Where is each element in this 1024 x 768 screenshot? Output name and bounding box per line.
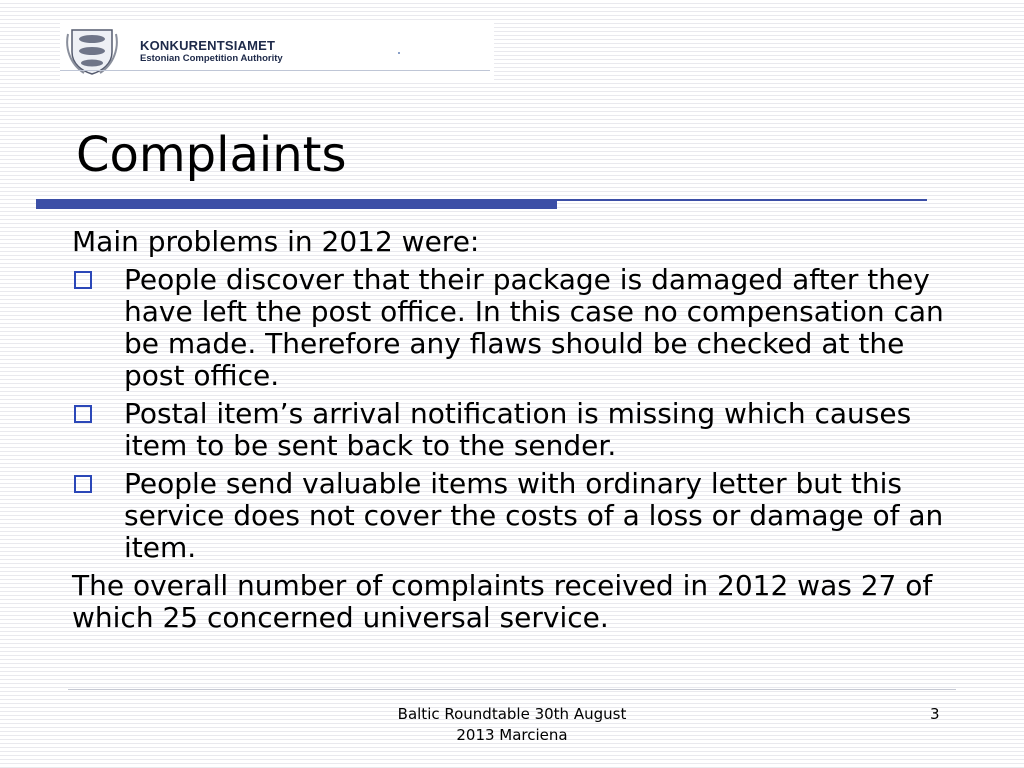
logo-subtitle: Estonian Competition Authority <box>140 53 283 64</box>
hollow-square-bullet-icon <box>74 475 92 493</box>
list-item <box>72 398 952 462</box>
logo <box>60 20 494 80</box>
footer-line-2: 2013 Marciena <box>456 726 568 744</box>
footer-line-1: Baltic Roundtable 30th August <box>397 705 627 723</box>
logo-underline <box>60 70 490 71</box>
page-number: 3 <box>930 705 940 723</box>
list-item <box>72 264 952 392</box>
logo-name: KONKURENTSIAMET <box>140 38 276 53</box>
title-rule-thick <box>36 199 557 209</box>
hollow-square-bullet-icon <box>74 405 92 423</box>
footer-rule <box>68 689 956 690</box>
bullet-text: People send valuable items with ordinary letter but this service does not cover the costs of a loss or damage of an item. <box>124 467 944 564</box>
slide-title: Complaints <box>76 127 347 183</box>
title-rule-thin <box>557 199 927 201</box>
logo-decoration <box>398 52 400 54</box>
hollow-square-bullet-icon <box>74 271 92 289</box>
summary-text: The overall number of complaints received in 2012 was 27 of which 25 concerned universal service. <box>72 569 933 634</box>
bullet-text: People discover that their package is damaged after they have left the post office. In this case no compensation can be made. Therefore any flaws should be checked at the post office. <box>124 263 944 392</box>
bullet-list <box>72 264 952 564</box>
footer-caption <box>362 704 662 746</box>
slide-body <box>72 226 952 634</box>
bullet-text: Postal item’s arrival notification is missing which causes item to be sent back to the sender. <box>124 397 912 462</box>
intro-text: Main problems in 2012 were: <box>72 225 480 258</box>
list-item <box>72 468 952 564</box>
three-lions-coat-of-arms-icon <box>66 24 118 76</box>
